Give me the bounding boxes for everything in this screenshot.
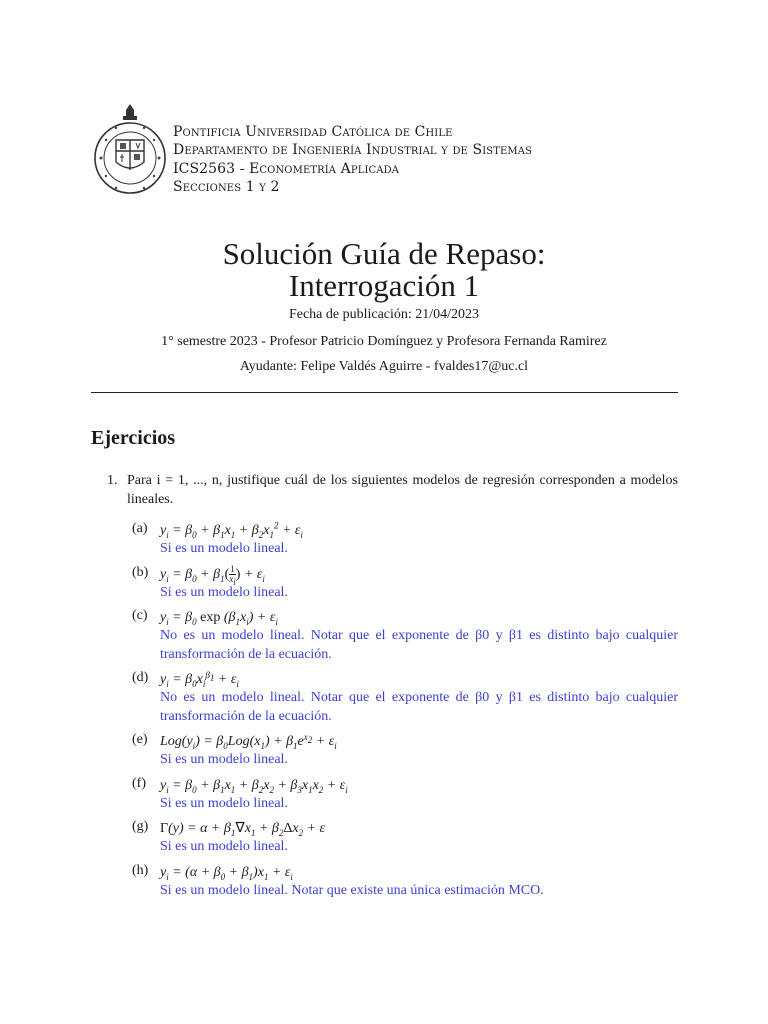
item-letter: (c) — [132, 608, 148, 624]
item-answer: Si es un modelo lineal. Notar que existe una única estimación MCO. — [160, 882, 544, 898]
publication-date: Fecha de publicación: 21/04/2023 — [288, 307, 480, 322]
divider — [91, 392, 678, 393]
exercise-number: 1. — [107, 473, 118, 488]
model-equation: $y_i = \beta_0$ $\exp (\beta_1x_i) + \varepsilon_i$ — [160, 610, 278, 628]
item-answer: Si es un modelo lineal. — [160, 795, 288, 811]
exercise-text: Para i = 1, ..., n, justifique cuál de los siguientes modelos de regresión corresponden a modelos lineales. — [127, 473, 678, 507]
item-letter: (a) — [132, 521, 148, 536]
item-letter: (g) — [132, 819, 149, 835]
item-answer: Si es un modelo lineal. — [160, 541, 288, 556]
item-answer: Si es un modelo lineal. — [160, 752, 288, 768]
sections-label: Secciones 1 y 2 — [173, 178, 280, 195]
item-answer: Si es un modelo lineal. — [160, 839, 288, 855]
institution-name: Pontificia Universidad Católica de Chile — [173, 124, 453, 140]
title-line-2: Interrogación 1 — [288, 268, 480, 303]
list-item — [132, 863, 678, 901]
semester-line: 1° semestre 2023 - Profesor Patricio Domínguez y Profesora Fernanda Ramirez — [161, 334, 607, 349]
course-name: ICS2563 - Econometría Aplicada — [173, 160, 400, 177]
list-item — [132, 776, 678, 814]
model-equation: $Log(y_i) = \beta_0Log(x_1) + \beta_1e^{x_2} + \varepsilon_i$ — [160, 731, 337, 752]
list-item — [132, 521, 678, 559]
list-item — [132, 565, 678, 603]
list-item — [132, 819, 678, 857]
department-name: Departamento de Ingeniería Industrial y de Sistemas — [173, 142, 532, 159]
model-list — [132, 521, 678, 906]
item-letter: (d) — [132, 670, 149, 686]
institution-block — [173, 123, 532, 196]
model-equation: $y_i = \beta_0 + \beta_1$( $\frac{1}{x_i}$ ) + $\varepsilon_i$ — [160, 563, 265, 587]
item-letter: (b) — [132, 564, 149, 580]
list-item — [132, 670, 678, 726]
model-equation: $\Gamma(y) = \alpha + \beta_1\nabla x_1 + \beta_2\Delta x_2 + \varepsilon$ — [160, 821, 326, 839]
assistant-line: Ayudante: Felipe Valdés Aguirre - fvaldes17@uc.cl — [239, 359, 529, 374]
section-heading: Ejercicios — [91, 427, 176, 449]
item-answer: No es un modelo lineal. Notar que el exponente de β0 y β1 es distinto bajo cualquier transformación de la ecuación. — [160, 628, 678, 662]
model-equation: $y_i = \beta_0x_i^{\beta_1} + \varepsilon_i$ — [160, 669, 239, 690]
list-item — [132, 732, 678, 770]
item-letter: (h) — [132, 862, 149, 878]
item-answer: No es un modelo lineal. Notar que el exponente de β0 y β1 es distinto bajo cualquier transformación de la ecuación. — [160, 690, 678, 724]
exercise-statement — [107, 472, 678, 509]
model-equation: $y_i = \beta_0 + \beta_1x_1 + \beta_2x_2 + \beta_3x_1x_2 + \varepsilon_i$ — [160, 777, 348, 795]
university-seal-icon — [92, 100, 168, 196]
item-letter: (e) — [132, 732, 148, 748]
page-title — [0, 238, 768, 302]
list-item — [132, 608, 678, 664]
item-answer: Si es un modelo lineal. — [160, 584, 288, 600]
model-equation: $y_i = \beta_0 + \beta_1x_1 + \beta_2x_1^2 + \varepsilon_i$ — [160, 520, 303, 540]
model-equation: $y_i = (\alpha + \beta_0 + \beta_1)x_1 + \varepsilon_i$ — [160, 864, 293, 882]
title-line-1: Solución Guía de Repaso: — [222, 236, 546, 271]
item-letter: (f) — [132, 775, 146, 791]
